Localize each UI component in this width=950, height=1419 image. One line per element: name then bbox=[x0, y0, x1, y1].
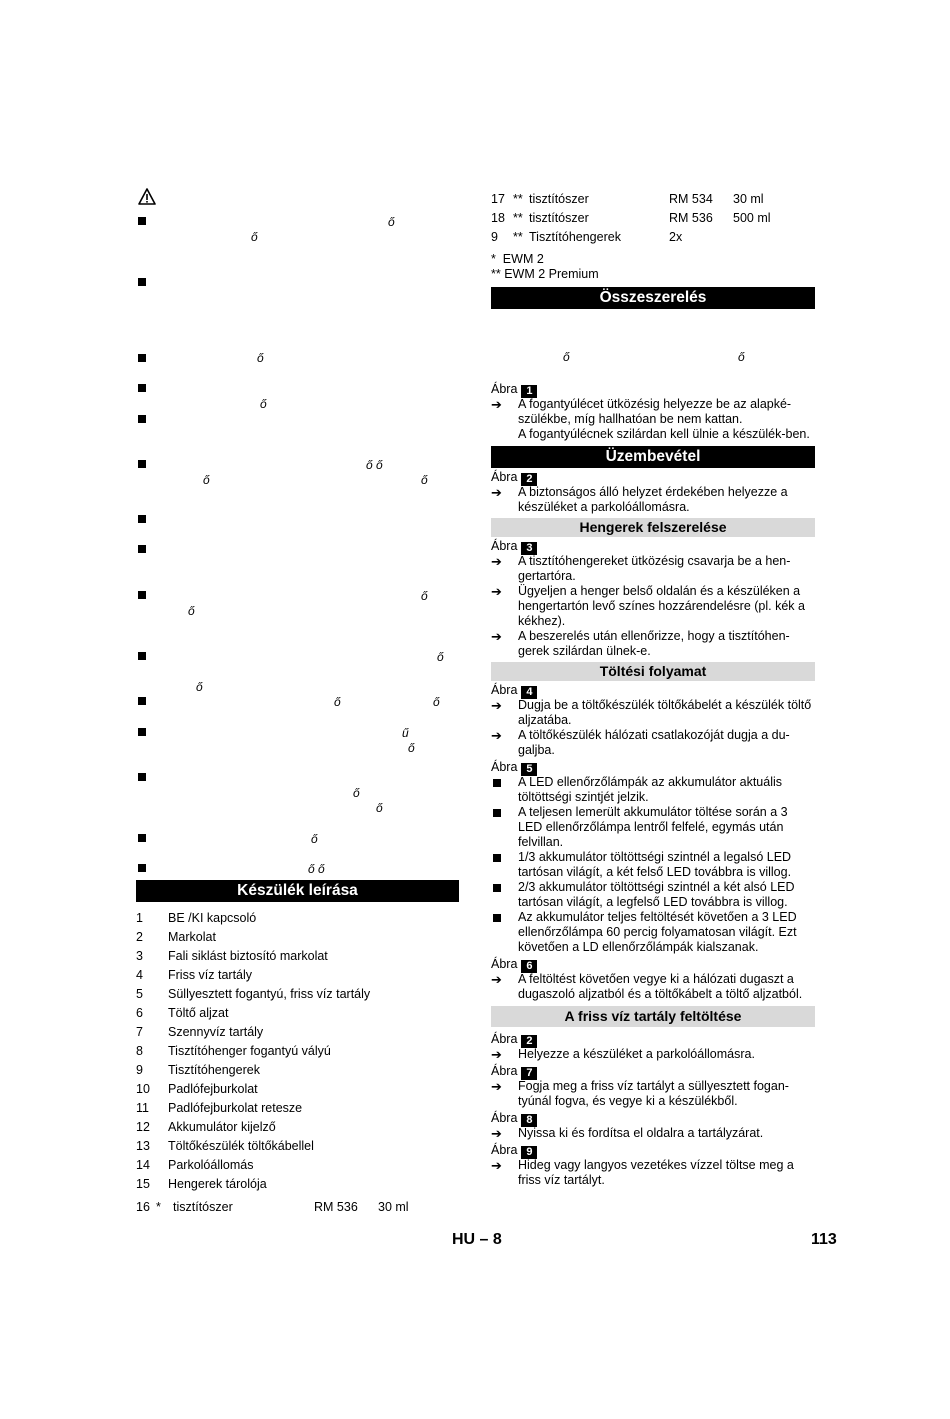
instruction-step: ➔ Hideg vagy langyos vezetékes vízzel töltse meg a friss víz tartályt. bbox=[491, 1158, 794, 1187]
instruction-step: ➔ Dugja be a töltőkészülék töltőkábelét a készülék töltő aljzatába. bbox=[491, 698, 812, 727]
figure-ref: Ábra 2 bbox=[491, 470, 815, 485]
safety-bullet bbox=[138, 354, 146, 362]
figure-ref: Ábra 9 bbox=[491, 1143, 815, 1158]
stray-glyph: ő bbox=[433, 695, 440, 709]
arrow-icon: ➔ bbox=[491, 972, 502, 987]
instruction-step: ➔ A feltöltést követően vegye ki a hálózati dugaszt a dugaszoló aljzatból és a töltőkábelt a töltő aljzatból. bbox=[491, 972, 803, 1001]
legend-item: 8 Tisztítóhenger fogantyú vályú bbox=[136, 1044, 331, 1058]
legend-item: 13 Töltőkészülék töltőkábellel bbox=[136, 1139, 314, 1153]
arrow-icon: ➔ bbox=[491, 584, 502, 599]
legend-item: 9 Tisztítóhengerek bbox=[136, 1063, 260, 1077]
accessory-row: 17 ** tisztítószer RM 534 30 ml bbox=[491, 192, 764, 206]
stray-glyph: ő bbox=[421, 589, 428, 603]
instruction-step: ➔ A biztonságos álló helyzet érdekében helyezze a készüléket a parkolóállomásra. bbox=[491, 485, 788, 514]
status-bullet: 2/3 akkumulátor töltöttségi szintnél a két alsó LED tartósan világít, a legfelső LED továbbra is villog. bbox=[491, 880, 815, 910]
instruction-step: ➔ Ügyeljen a henger belső oldalán és a készüléken a hengertartón levő színes hozzárendelésre (pl. kék a kékhez). bbox=[491, 584, 805, 628]
stray-glyph: ő bbox=[388, 215, 395, 229]
stray-glyph: ő bbox=[196, 680, 203, 694]
stray-glyph: ő bbox=[353, 786, 360, 800]
arrow-icon: ➔ bbox=[491, 1126, 502, 1141]
safety-bullet bbox=[138, 728, 146, 736]
stray-glyph: ő bbox=[203, 473, 210, 487]
figure-ref: Ábra 5 bbox=[491, 760, 815, 775]
status-bullet: Az akkumulátor teljes feltöltését követően a 3 LED ellenőrzőlámpa 60 percig folyamatosan világít. Ezt követően a LD ellenőrzőlámpák kialszanak. bbox=[491, 910, 815, 955]
stray-glyph: ő bbox=[376, 801, 383, 815]
legend-item: 10 Padlófejburkolat bbox=[136, 1082, 258, 1096]
accessory-row: 18 ** tisztítószer RM 536 500 ml bbox=[491, 211, 771, 225]
stray-glyph: ő bbox=[334, 695, 341, 709]
arrow-icon: ➔ bbox=[491, 1079, 502, 1094]
safety-bullet bbox=[138, 515, 146, 523]
stray-glyph: ű bbox=[402, 726, 409, 740]
page-number: 113 bbox=[811, 1231, 837, 1248]
instruction-step: ➔ A tisztítóhengereket ütközésig csavarja be a hen-gertartóra. bbox=[491, 554, 791, 583]
safety-bullet bbox=[138, 864, 146, 872]
arrow-icon: ➔ bbox=[491, 554, 502, 569]
legend-item: 5 Süllyesztett fogantyú, friss víz tartály bbox=[136, 987, 371, 1001]
arrow-icon: ➔ bbox=[491, 1158, 502, 1173]
safety-bullet bbox=[138, 460, 146, 468]
legend-item: 14 Parkolóállomás bbox=[136, 1158, 254, 1172]
instruction-step: ➔ Nyissa ki és fordítsa el oldalra a tartályzárat. bbox=[491, 1126, 764, 1141]
subsection-heading-rollers: Hengerek felszerelése bbox=[491, 518, 815, 537]
legend-item: 7 Szennyvíz tartály bbox=[136, 1025, 264, 1039]
figure-ref: Ábra 6 bbox=[491, 957, 815, 972]
legend-item: 3 Fali siklást biztosító markolat bbox=[136, 949, 328, 963]
figure-ref: Ábra 7 bbox=[491, 1064, 815, 1079]
safety-bullet bbox=[138, 415, 146, 423]
page-section-code: HU – 8 bbox=[452, 1231, 502, 1248]
stray-glyph: ő bbox=[421, 473, 428, 487]
safety-bullet bbox=[138, 697, 146, 705]
instruction-step: ➔ Helyezze a készüléket a parkolóállomásra. bbox=[491, 1047, 755, 1062]
stray-glyph: ő bbox=[408, 741, 415, 755]
warning-triangle-icon bbox=[138, 188, 156, 205]
subsection-heading-fill-tank: A friss víz tartály feltöltése bbox=[491, 1006, 815, 1027]
legend-item: 2 Markolat bbox=[136, 930, 216, 944]
legend-item: 1 BE /KI kapcsoló bbox=[136, 911, 257, 925]
section-heading-device-description: Készülék leírása bbox=[136, 880, 459, 902]
bullet-square-icon bbox=[493, 854, 501, 862]
stray-glyph: ő bbox=[437, 650, 444, 664]
legend-item: 12 Akkumulátor kijelző bbox=[136, 1120, 276, 1134]
stray-glyph: ő bbox=[260, 397, 267, 411]
instruction-step: ➔ A beszerelés után ellenőrizze, hogy a tisztítóhen-gerek szilárdan ülnek-e. bbox=[491, 629, 790, 658]
legend-item: 4 Friss víz tartály bbox=[136, 968, 253, 982]
safety-bullet bbox=[138, 217, 146, 225]
stray-glyph: ő bbox=[251, 230, 258, 244]
status-bullet: 1/3 akkumulátor töltöttségi szintnél a legalsó LED tartósan világít, a két felső LED továbbra is villog. bbox=[491, 850, 815, 880]
right-column bbox=[491, 190, 815, 1188]
figure-ref: Ábra 4 bbox=[491, 683, 815, 698]
assembly-intro: ő ő bbox=[563, 350, 745, 364]
legend-item: 15 Hengerek tárolója bbox=[136, 1177, 267, 1191]
bullet-square-icon bbox=[493, 884, 501, 892]
safety-bullet bbox=[138, 278, 146, 286]
stray-glyph: ő bbox=[257, 351, 264, 365]
instruction-step: ➔ A fogantyúlécet ütközésig helyezze be az alapké-szülékbe, míg hallhatóan be nem kattan. bbox=[491, 397, 792, 426]
safety-bullet bbox=[138, 652, 146, 660]
instruction-step: ➔ Fogja meg a friss víz tartályt a süllyesztett fogan-tyúnál fogva, és vegye ki a készülékből. bbox=[491, 1079, 789, 1108]
section-heading-startup: Üzembevétel bbox=[491, 446, 815, 468]
arrow-icon: ➔ bbox=[491, 698, 502, 713]
safety-bullet bbox=[138, 384, 146, 392]
arrow-icon: ➔ bbox=[491, 397, 502, 412]
safety-bullet bbox=[138, 545, 146, 553]
figure-ref: Ábra 8 bbox=[491, 1111, 815, 1126]
figure-ref: Ábra 1 bbox=[491, 382, 815, 397]
accessory-row: 9 ** Tisztítóhengerek 2x bbox=[491, 230, 683, 244]
legend-item: 11 Padlófejburkolat retesze bbox=[136, 1101, 303, 1115]
footnote: ** EWM 2 Premium bbox=[491, 267, 599, 281]
subsection-heading-charging: Töltési folyamat bbox=[491, 662, 815, 681]
section-heading-assembly: Összeszerelés bbox=[491, 287, 815, 309]
bullet-square-icon bbox=[493, 809, 501, 817]
accessory-table bbox=[491, 190, 815, 252]
legend-item-16: 16 * tisztítószer RM 536 30 ml bbox=[136, 1200, 409, 1214]
figure-ref: Ábra 2 bbox=[491, 1032, 815, 1047]
left-column bbox=[136, 188, 459, 1218]
bullet-square-icon bbox=[493, 914, 501, 922]
safety-bullet bbox=[138, 773, 146, 781]
arrow-icon: ➔ bbox=[491, 728, 502, 743]
arrow-icon: ➔ bbox=[491, 629, 502, 644]
status-bullet: A LED ellenőrzőlámpák az akkumulátor aktuális töltöttségi szintjét jelzik. bbox=[491, 775, 815, 805]
bullet-square-icon bbox=[493, 779, 501, 787]
arrow-icon: ➔ bbox=[491, 485, 502, 500]
stray-glyph: ő bbox=[311, 832, 318, 846]
legend-item: 6 Töltő aljzat bbox=[136, 1006, 229, 1020]
status-bullet: A teljesen lemerült akkumulátor töltése során a 3 LED ellenőrzőlámpa lentről felfelé, egymás után felvillan. bbox=[491, 805, 815, 850]
instruction-note: A fogantyúlécnek szilárdan kell ülnie a készülék-ben. bbox=[518, 427, 810, 441]
safety-bullet bbox=[138, 834, 146, 842]
footnote: * EWM 2 bbox=[491, 252, 544, 266]
stray-glyph: ő bbox=[188, 604, 195, 618]
figure-ref: Ábra 3 bbox=[491, 539, 815, 554]
instruction-step: ➔ A töltőkészülék hálózati csatlakozóját dugja a du-galjba. bbox=[491, 728, 790, 757]
stray-glyph-pair: ő ő bbox=[366, 458, 383, 472]
safety-bullet bbox=[138, 591, 146, 599]
arrow-icon: ➔ bbox=[491, 1047, 502, 1062]
stray-glyph-pair: ő ő bbox=[308, 862, 325, 876]
